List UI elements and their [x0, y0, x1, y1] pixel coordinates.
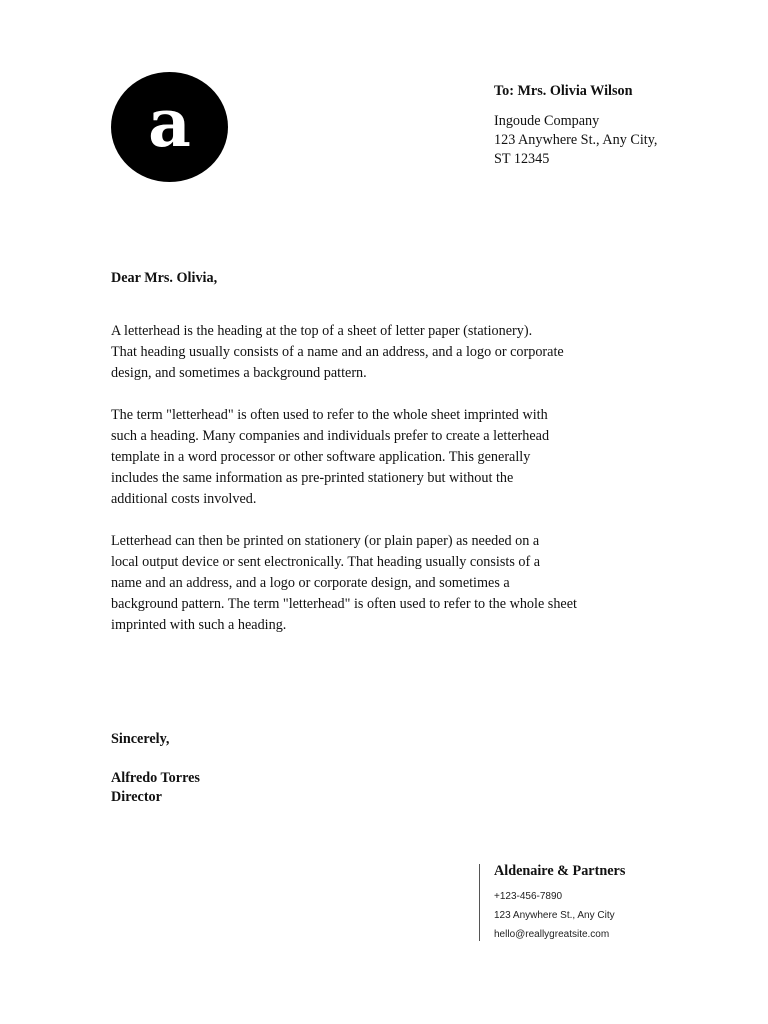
signer-title: Director — [111, 789, 162, 805]
recipient-to-line: To: Mrs. Olivia Wilson — [494, 83, 633, 99]
body-line: background pattern. The term "letterhead" is often used to refer to the whole sheet — [111, 596, 577, 612]
body-line: template in a word processor or other software application. This generally — [111, 449, 531, 465]
body-line: name and an address, and a logo or corporate design, and sometimes a — [111, 575, 510, 591]
footer-phone: +123-456-7890 — [494, 891, 563, 902]
body-line: includes the same information as pre-printed stationery but without the — [111, 470, 514, 486]
body-line: local output device or sent electronically. That heading usually consists of a — [111, 554, 541, 570]
letter-body — [111, 321, 671, 657]
body-line: imprinted with such a heading. — [111, 617, 287, 633]
recipient-address-line1: 123 Anywhere St., Any City, — [494, 132, 658, 148]
company-logo — [111, 72, 228, 182]
letter-closing: Sincerely, — [111, 731, 170, 747]
recipient-address-line2: ST 12345 — [494, 151, 550, 167]
recipient-company: Ingoude Company — [494, 113, 600, 129]
body-paragraph — [111, 531, 671, 636]
footer-email: hello@reallygreatsite.com — [494, 929, 610, 940]
footer-contact-block — [479, 864, 625, 941]
body-paragraph — [111, 405, 671, 510]
letter-greeting: Dear Mrs. Olivia, — [111, 270, 218, 286]
body-line: such a heading. Many companies and individuals prefer to create a letterhead — [111, 428, 550, 444]
body-line: That heading usually consists of a name and an address, and a logo or corporate — [111, 344, 564, 360]
body-line: additional costs involved. — [111, 491, 257, 507]
body-paragraph — [111, 321, 671, 384]
body-line: The term "letterhead" is often used to refer to the whole sheet imprinted with — [111, 407, 548, 423]
signer-name: Alfredo Torres — [111, 770, 200, 786]
body-line: design, and sometimes a background pattern. — [111, 365, 367, 381]
logo-letter: a — [148, 84, 191, 162]
footer-company-name: Aldenaire & Partners — [494, 863, 626, 879]
footer-address: 123 Anywhere St., Any City — [494, 910, 615, 921]
recipient-block — [494, 82, 734, 169]
body-line: Letterhead can then be printed on stationery (or plain paper) as needed on a — [111, 533, 540, 549]
body-line: A letterhead is the heading at the top of a sheet of letter paper (stationery). — [111, 323, 533, 339]
signature-block — [111, 769, 200, 807]
